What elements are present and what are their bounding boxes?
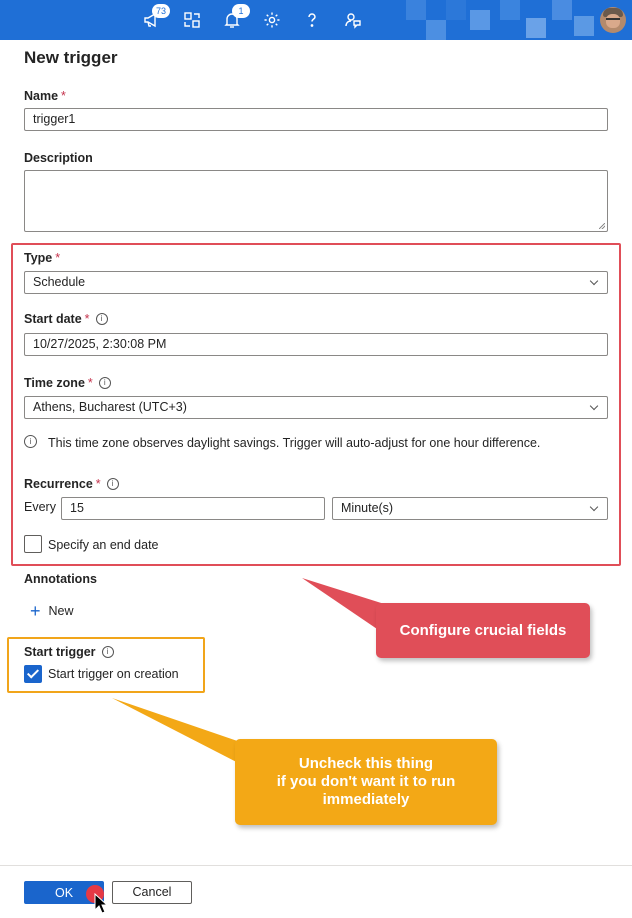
callout-pointer-orange <box>106 694 256 774</box>
help-icon[interactable] <box>300 8 324 32</box>
new-annotation-button[interactable] <box>30 601 74 622</box>
required-marker: * <box>84 312 90 326</box>
callout-uncheck <box>235 739 497 825</box>
name-input[interactable]: trigger1 <box>24 108 608 131</box>
start-trigger-label: Start trigger i <box>24 645 114 659</box>
bell-icon[interactable] <box>220 8 244 32</box>
callout-configure: Configure crucial fields <box>376 603 590 658</box>
type-dropdown[interactable] <box>24 271 608 294</box>
name-label: Name * <box>24 89 66 103</box>
cancel-button[interactable]: Cancel <box>112 881 192 904</box>
every-label: Every <box>24 500 56 514</box>
dst-note: This time zone observes daylight savings. Trigger will auto-adjust for one hour difference. <box>48 436 541 450</box>
blurred-area <box>526 18 546 38</box>
required-marker: * <box>87 376 93 390</box>
avatar[interactable] <box>600 7 626 33</box>
required-marker: * <box>61 89 66 103</box>
interval-input[interactable]: 15 <box>61 497 325 520</box>
blurred-area <box>500 0 520 20</box>
directory-icon[interactable] <box>180 8 204 32</box>
type-value: Schedule <box>33 275 86 289</box>
interval-unit-value: Minute(s) <box>341 501 394 515</box>
required-marker: * <box>55 251 61 265</box>
start-on-creation-label: Start trigger on creation <box>48 667 179 681</box>
start-date-input[interactable]: 10/27/2025, 2:30:08 PM <box>24 333 608 356</box>
blurred-area <box>470 10 490 30</box>
blurred-area <box>446 0 466 20</box>
megaphone-icon[interactable] <box>140 8 164 32</box>
feedback-icon[interactable] <box>340 8 364 32</box>
info-icon[interactable]: i <box>107 478 119 490</box>
interval-unit-dropdown[interactable] <box>332 497 608 520</box>
required-marker: * <box>95 477 101 491</box>
info-icon[interactable]: i <box>102 646 114 658</box>
recurrence-label: Recurrence * i <box>24 477 119 491</box>
callout-uncheck-line: immediately <box>322 791 410 808</box>
info-icon[interactable]: i <box>99 377 111 389</box>
new-annotation-label: New <box>48 604 74 618</box>
bell-count-badge: 1 <box>232 4 250 18</box>
callout-uncheck-line: if you don't want it to run <box>276 773 456 790</box>
ok-button[interactable]: OK <box>24 881 104 904</box>
info-icon[interactable]: i <box>96 313 108 325</box>
time-zone-value: Athens, Bucharest (UTC+3) <box>33 400 187 414</box>
blurred-area <box>552 0 572 20</box>
callout-uncheck-line: Uncheck this thing <box>298 755 434 772</box>
footer-divider <box>0 865 632 866</box>
description-textarea[interactable] <box>24 170 608 232</box>
mouse-cursor-icon <box>94 893 108 915</box>
time-zone-label: Time zone * i <box>24 376 111 390</box>
end-date-label: Specify an end date <box>48 538 159 552</box>
plus-icon: + <box>30 601 41 621</box>
start-date-label: Start date * i <box>24 312 108 326</box>
blurred-area <box>574 16 594 36</box>
annotations-label: Annotations <box>24 572 97 586</box>
gear-icon[interactable] <box>260 8 284 32</box>
start-on-creation-checkbox[interactable] <box>24 665 42 683</box>
top-bar <box>0 0 632 40</box>
blurred-area <box>426 20 446 40</box>
notification-count-badge: 73 <box>152 4 170 18</box>
type-label: Type * <box>24 251 61 265</box>
description-label: Description <box>24 151 93 165</box>
page-title: New trigger <box>24 48 118 67</box>
blurred-area <box>406 0 426 20</box>
info-icon: i <box>24 435 37 448</box>
end-date-checkbox[interactable] <box>24 535 42 553</box>
time-zone-dropdown[interactable] <box>24 396 608 419</box>
